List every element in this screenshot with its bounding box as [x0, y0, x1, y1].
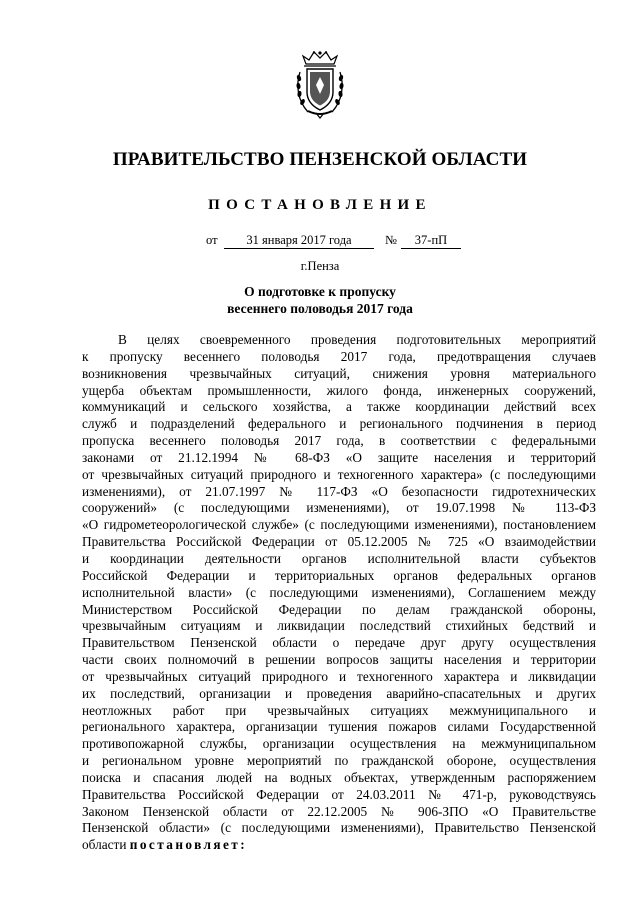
- body-line: к пропуску весеннего половодья 2017 года, предотвращения случаев: [82, 348, 596, 364]
- body-line: и региональном уровне мероприятий по гражданской обороне, осуществления: [82, 753, 596, 769]
- document-number: 37-пП: [401, 233, 461, 249]
- date-prefix: от: [206, 233, 218, 247]
- body-line: противопожарной службы, организации осуществления на межмуниципальном: [82, 736, 596, 752]
- body-line: от чрезвычайных ситуаций природного и техногенного характера и ликвидации: [82, 668, 596, 684]
- subject-line: весеннего половодья 2017 года: [227, 301, 413, 316]
- body-line: законами от 21.12.1994 № 68-ФЗ «О защите населения и территорий: [82, 449, 596, 465]
- government-title: ПРАВИТЕЛЬСТВО ПЕНЗЕНСКОЙ ОБЛАСТИ: [112, 149, 528, 170]
- body-line: Правительства Российской Федерации от 05.12.2005 № 725 «О взаимодействии: [82, 534, 596, 550]
- body-line: В целях своевременного проведения подготовительных мероприятий: [118, 332, 596, 347]
- coat-of-arms-emblem: [294, 50, 346, 120]
- body-line: исполнительной власти» (с последующими изменениями), Соглашением между: [82, 584, 596, 600]
- document-subject: [0, 283, 640, 317]
- body-line: Правительством Пензенской области о передаче друг другу осуществления: [82, 635, 596, 651]
- body-line: Законом Пензенской области от 22.12.2005 № 906-ЗПО «О Правительстве: [82, 803, 596, 819]
- body-line: Правительства Российской Федерации от 24.03.2011 № 471-р, руководствуясь: [82, 786, 596, 802]
- body-line: служб и подразделений федерального и регионального подчинения в период: [82, 416, 596, 432]
- body-line: Пензенской области» (с последующими изменениями), Правительство Пензенской: [82, 820, 596, 836]
- body-line: пропуска весеннего половодья 2017 года, в соответствии с федеральными: [82, 433, 596, 449]
- body-line: ущерба объектам промышленности, жилого фонда, инженерных сооружений,: [82, 382, 596, 398]
- body-line: изменениями), от 21.07.1997 № 117-ФЗ «О безопасности гидротехнических: [82, 483, 596, 499]
- body-line: неотложных работ при чрезвычайных ситуациях межмуниципального и: [82, 702, 596, 718]
- body-line: «О гидрометеорологической службе» (с последующими изменениями), постановлением: [82, 517, 596, 533]
- body-line: от чрезвычайных ситуаций природного и техногенного характера» (с последующими: [82, 466, 596, 482]
- body-line: и координации деятельности органов исполнительной власти субъектов: [82, 550, 596, 566]
- body-line: поиска и спасания людей на водных объектах, утвержденным распоряжением: [82, 769, 596, 785]
- document-date: 31 января 2017 года: [224, 233, 374, 249]
- body-line: сооружений» (с последующими изменениями), от 19.07.1998 № 113-ФЗ: [82, 500, 596, 516]
- final-prefix: области: [82, 837, 130, 853]
- subject-line: О подготовке к пропуску: [244, 284, 396, 299]
- body-line: регионального характера, организации тушения пожаров силами Государственной: [82, 719, 596, 735]
- number-sign: №: [385, 233, 397, 247]
- body-line: чрезвычайным ситуациям и ликвидации последствий стихийных бедствий и: [82, 618, 596, 634]
- document-type: ПОСТАНОВЛЕНИЕ: [208, 197, 432, 213]
- city: г.Пенза: [300, 259, 340, 273]
- body-line: Российской Федерации и территориальных органов федеральных органов: [82, 567, 596, 583]
- body-paragraph: [82, 332, 596, 854]
- body-line: Министерством Российской Федерации по делам гражданской обороны,: [82, 601, 596, 617]
- body-final-line: [82, 837, 596, 854]
- body-line: их последствий, организации и проведения аварийно-спасательных и других: [82, 685, 596, 701]
- body-line: возникновения чрезвычайных ситуаций, снижения уровня материального: [82, 365, 596, 381]
- body-line: коммуникаций и сельского хозяйства, а также координации действий всех: [82, 399, 596, 415]
- resolution-word: постановляет:: [129, 837, 248, 853]
- body-line: части своих полномочий в решении вопросов защиты населения и территории: [82, 652, 596, 668]
